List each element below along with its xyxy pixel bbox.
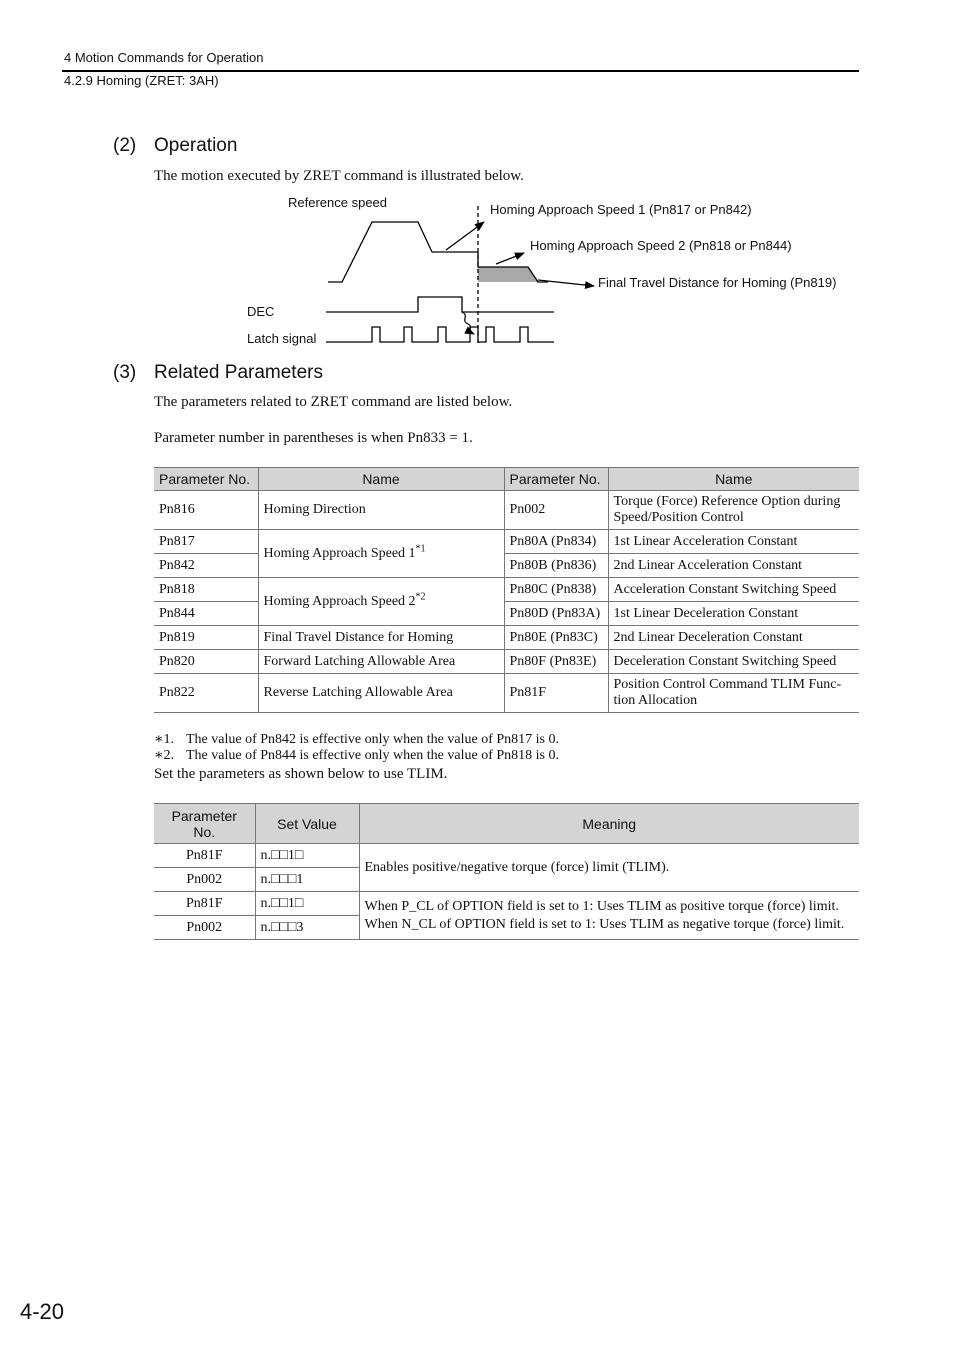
table-header-row (154, 804, 859, 844)
param-no-cell: Pn002 (154, 868, 255, 892)
param-no-cell: Pn820 (154, 650, 258, 674)
operation-intro: The motion executed by ZRET command is illustrated below. (154, 168, 524, 184)
header-name: Name (258, 468, 504, 491)
section-number-related: (3) (113, 362, 137, 383)
param-name-cell (258, 578, 504, 626)
footnote-ref: *1 (415, 542, 426, 554)
table-row (154, 650, 859, 674)
param-no-cell: Pn002 (154, 916, 255, 940)
meaning-line: When P_CL of OPTION field is set to 1: Uses TLIM as positive torque (force) limit. (364, 898, 839, 914)
homing-timing-diagram (0, 0, 954, 360)
section-title-operation: Operation (154, 135, 238, 156)
param-name-cell: Torque (Force) Reference Option during Speed/Position Control (608, 491, 859, 530)
param-name-cell: 1st Linear Acceleration Constant (608, 530, 859, 554)
section-title-related: Related Parameters (154, 362, 323, 383)
header-parameter-no: Parameter No. (154, 468, 258, 491)
param-name-text: Homing Approach Speed 1 (263, 545, 416, 561)
param-name-cell: Acceleration Constant Switching Speed (608, 578, 859, 602)
tlim-settings-table (154, 803, 859, 940)
dec-signal (326, 297, 554, 312)
table-row (154, 892, 859, 916)
label-final-travel: Final Travel Distance for Homing (Pn819) (598, 275, 837, 290)
param-no-cell: Pn80C (Pn838) (504, 578, 608, 602)
table-row (154, 530, 859, 554)
footnote-text: The value of Pn842 is effective only when the value of Pn817 is 0. (186, 732, 559, 747)
related-intro: The parameters related to ZRET command are listed below. (154, 394, 513, 410)
param-no-cell: Pn80B (Pn836) (504, 554, 608, 578)
param-name-cell: Forward Latching Allowable Area (258, 650, 504, 674)
footnote-ref: *2 (415, 590, 426, 602)
arrow-final-travel (538, 280, 594, 286)
param-no-cell: Pn80F (Pn83E) (504, 650, 608, 674)
label-approach-speed-2: Homing Approach Speed 2 (Pn818 or Pn844) (530, 238, 792, 253)
related-note: Parameter number in parentheses is when Pn833 = 1. (154, 430, 473, 446)
header-name-2: Name (608, 468, 859, 491)
param-name-cell (258, 530, 504, 578)
param-name-cell: 1st Linear Deceleration Constant (608, 602, 859, 626)
header-parameter-no-2: Parameter No. (504, 468, 608, 491)
param-no-cell: Pn002 (504, 491, 608, 530)
footnote (154, 747, 559, 764)
param-no-cell: Pn81F (154, 844, 255, 868)
page-number: 4-20 (20, 1299, 65, 1324)
tlim-intro: Set the parameters as shown below to use TLIM. (154, 766, 448, 782)
param-name-text: Homing Approach Speed 2 (263, 593, 416, 609)
arrow-approach-2 (496, 253, 524, 264)
param-name-cell: Final Travel Distance for Homing (258, 626, 504, 650)
label-dec: DEC (247, 304, 275, 319)
param-name-cell: Deceleration Constant Switching Speed (608, 650, 859, 674)
param-no-cell: Pn81F (154, 892, 255, 916)
param-no-cell: Pn817 (154, 530, 258, 554)
meaning-line: When N_CL of OPTION field is set to 1: Uses TLIM as negative torque (force) limit. (364, 916, 845, 932)
footnote-text: The value of Pn844 is effective only when the value of Pn818 is 0. (186, 748, 559, 763)
header-meaning: Meaning (359, 804, 859, 844)
param-no-cell: Pn818 (154, 578, 258, 602)
param-no-cell: Pn819 (154, 626, 258, 650)
set-value-cell: n.□□1□ (255, 844, 359, 868)
set-value-cell: n.□□□1 (255, 868, 359, 892)
param-no-cell: Pn80D (Pn83A) (504, 602, 608, 626)
param-name-cell: 2nd Linear Deceleration Constant (608, 626, 859, 650)
table-row (154, 626, 859, 650)
label-approach-speed-1: Homing Approach Speed 1 (Pn817 or Pn842) (490, 202, 752, 217)
param-no-cell: Pn842 (154, 554, 258, 578)
related-parameters-table (154, 467, 859, 713)
param-no-cell: Pn80E (Pn83C) (504, 626, 608, 650)
param-no-cell: Pn80A (Pn834) (504, 530, 608, 554)
param-name-cell: Reverse Latching Allowable Area (258, 674, 504, 713)
param-no-cell: Pn81F (504, 674, 608, 713)
running-header-chapter: 4 Motion Commands for Operation (64, 50, 264, 65)
footnote-mark: ∗2. (154, 748, 175, 763)
table-row (154, 674, 859, 713)
param-name-cell: Homing Direction (258, 491, 504, 530)
param-name-cell: Position Control Command TLIM Func- tion Allocation (608, 674, 859, 713)
table-row (154, 844, 859, 868)
label-reference-speed: Reference speed (288, 195, 388, 210)
meaning-cell (359, 892, 859, 940)
running-header-section: 4.2.9 Homing (ZRET: 3AH) (64, 73, 219, 88)
param-name-cell: 2nd Linear Acceleration Constant (608, 554, 859, 578)
header-set-value: Set Value (255, 804, 359, 844)
latch-signal (326, 327, 554, 342)
footnote (154, 731, 559, 748)
table-header-row (154, 468, 859, 491)
param-no-cell: Pn844 (154, 602, 258, 626)
set-value-cell: n.□□1□ (255, 892, 359, 916)
meaning-cell: Enables positive/negative torque (force) limit (TLIM). (359, 844, 859, 892)
label-latch-signal: Latch signal (247, 331, 317, 346)
footnote-mark: ∗1. (154, 732, 175, 747)
set-value-cell: n.□□□3 (255, 916, 359, 940)
dec-to-latch-connector (462, 312, 474, 334)
section-number-operation: (2) (113, 135, 137, 156)
table-row (154, 491, 859, 530)
header-parameter-no: Parameter No. (154, 804, 255, 844)
table-row (154, 578, 859, 602)
param-no-cell: Pn822 (154, 674, 258, 713)
param-no-cell: Pn816 (154, 491, 258, 530)
